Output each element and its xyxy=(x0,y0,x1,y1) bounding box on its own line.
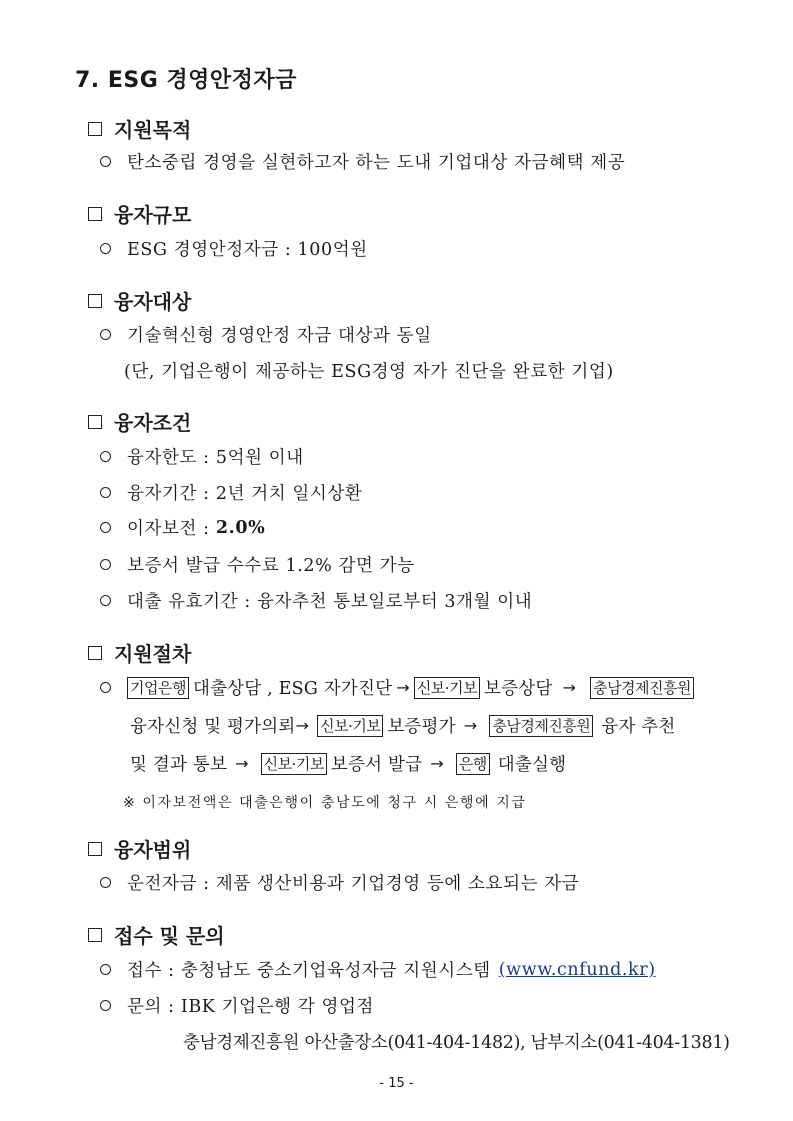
section-heading-text: 지원절차 xyxy=(114,642,192,666)
section-heading-text: 접수 및 문의 xyxy=(114,924,225,948)
section-heading-text: 융자조건 xyxy=(114,411,192,435)
square-bullet-icon xyxy=(88,928,102,942)
list-item-text: 보증서 발급 수수료 1.2% 감면 가능 xyxy=(127,556,415,576)
list-item-text: 대출 유효기간 : 융자추천 통보일로부터 3개월 이내 xyxy=(127,592,533,612)
section-heading-contact xyxy=(88,920,225,949)
arrow-right-icon: → xyxy=(562,678,577,697)
procedure-box: 은행 xyxy=(456,753,490,775)
list-item-text: 문의 : IBK 기업은행 각 영업점 xyxy=(127,997,375,1017)
list-item xyxy=(100,149,625,174)
procedure-text: 보증상담 xyxy=(484,679,553,699)
procedure-text: 보증평가 xyxy=(387,717,456,737)
circle-bullet-icon xyxy=(100,595,111,606)
website-link[interactable]: (www.cnfund.kr) xyxy=(498,959,656,980)
procedure-row-1 xyxy=(100,675,698,700)
list-item-text: 이자보전 : xyxy=(127,519,216,539)
circle-bullet-icon xyxy=(100,1000,111,1011)
list-item xyxy=(100,552,415,577)
list-item xyxy=(100,515,265,540)
section-heading-text: 지원목적 xyxy=(114,118,192,142)
square-bullet-icon xyxy=(88,294,102,308)
contact-offices xyxy=(183,1029,730,1054)
procedure-text: 및 결과 통보 xyxy=(130,755,228,775)
section-heading-scope xyxy=(88,834,191,863)
procedure-box: 충남경제진흥원 xyxy=(489,715,593,737)
list-item xyxy=(100,322,432,347)
list-item xyxy=(100,444,304,469)
section-heading-purpose xyxy=(88,114,191,143)
procedure-row-3 xyxy=(130,751,566,776)
list-item-text: 운전자금 : 제품 생산비용과 기업경영 등에 소요되는 자금 xyxy=(127,874,580,894)
list-item-text: 융자한도 : 5억원 이내 xyxy=(127,448,304,468)
circle-bullet-icon xyxy=(100,243,111,254)
section-heading-procedure xyxy=(88,638,191,667)
list-item xyxy=(100,870,579,895)
circle-bullet-icon xyxy=(100,682,111,693)
procedure-box: 신보·기보 xyxy=(414,677,480,699)
list-item xyxy=(100,236,368,261)
section-heading-scale xyxy=(88,199,191,228)
continuation-text: (단, 기업은행이 제공하는 ESG경영 자가 진단을 완료한 기업) xyxy=(124,362,614,382)
circle-bullet-icon xyxy=(100,487,111,498)
circle-bullet-icon xyxy=(100,451,111,462)
list-item xyxy=(100,993,374,1018)
list-item-text: ESG 경영안정자금 : 100억원 xyxy=(127,240,368,260)
square-bullet-icon xyxy=(88,122,102,136)
list-item-text: 기술혁신형 경영안정 자금 대상과 동일 xyxy=(127,326,432,346)
procedure-text: 보증서 발급 xyxy=(330,755,423,775)
arrow-right-icon: → xyxy=(295,716,310,735)
procedure-text: 융자 추천 xyxy=(601,717,676,737)
section-heading-text: 융자범위 xyxy=(114,838,192,862)
circle-bullet-icon xyxy=(100,156,111,167)
section-heading-target xyxy=(88,286,191,315)
contact-offices-text: 충남경제진흥원 아산출장소(041-404-1482), 남부지소(041-404-1381) xyxy=(183,1033,730,1053)
procedure-row-2 xyxy=(130,713,675,738)
square-bullet-icon xyxy=(88,842,102,856)
procedure-box: 기업은행 xyxy=(127,677,189,699)
procedure-box: 신보·기보 xyxy=(317,715,383,737)
square-bullet-icon xyxy=(88,646,102,660)
section-heading-text: 융자규모 xyxy=(114,203,192,227)
procedure-box: 충남경제진흥원 xyxy=(590,677,694,699)
list-item-continuation xyxy=(124,358,614,383)
page-title: 7. ESG 경영안정자금 xyxy=(75,68,297,93)
procedure-note: ※ 이자보전액은 대출은행이 충남도에 청구 시 은행에 지급 xyxy=(123,795,527,811)
section-heading-text: 융자대상 xyxy=(114,290,192,314)
circle-bullet-icon xyxy=(100,964,111,975)
list-item xyxy=(100,480,362,505)
circle-bullet-icon xyxy=(100,559,111,570)
list-item-text: 접수 : 충청남도 중소기업육성자금 지원시스템 xyxy=(127,961,491,981)
interest-rate-value: 2.0% xyxy=(215,517,266,538)
list-item xyxy=(100,588,532,613)
square-bullet-icon xyxy=(88,415,102,429)
square-bullet-icon xyxy=(88,207,102,221)
procedure-text: 융자신청 및 평가의뢰 xyxy=(130,717,296,737)
circle-bullet-icon xyxy=(100,329,111,340)
list-item xyxy=(100,957,656,982)
procedure-text: 대출상담 , ESG 자가진단 xyxy=(192,679,393,699)
arrow-right-icon: → xyxy=(396,678,410,697)
procedure-box: 신보·기보 xyxy=(261,753,327,775)
page-number: - 15 - xyxy=(379,1076,414,1091)
circle-bullet-icon xyxy=(100,877,111,888)
section-heading-conditions xyxy=(88,407,191,436)
arrow-right-icon: → xyxy=(463,716,478,735)
circle-bullet-icon xyxy=(100,522,111,533)
list-item-text: 탄소중립 경영을 실현하고자 하는 도내 기업대상 자금혜택 제공 xyxy=(127,153,626,173)
procedure-text: 대출실행 xyxy=(497,755,567,775)
arrow-right-icon: → xyxy=(235,754,249,773)
arrow-right-icon: → xyxy=(430,754,444,773)
list-item-text: 융자기간 : 2년 거치 일시상환 xyxy=(127,484,363,504)
